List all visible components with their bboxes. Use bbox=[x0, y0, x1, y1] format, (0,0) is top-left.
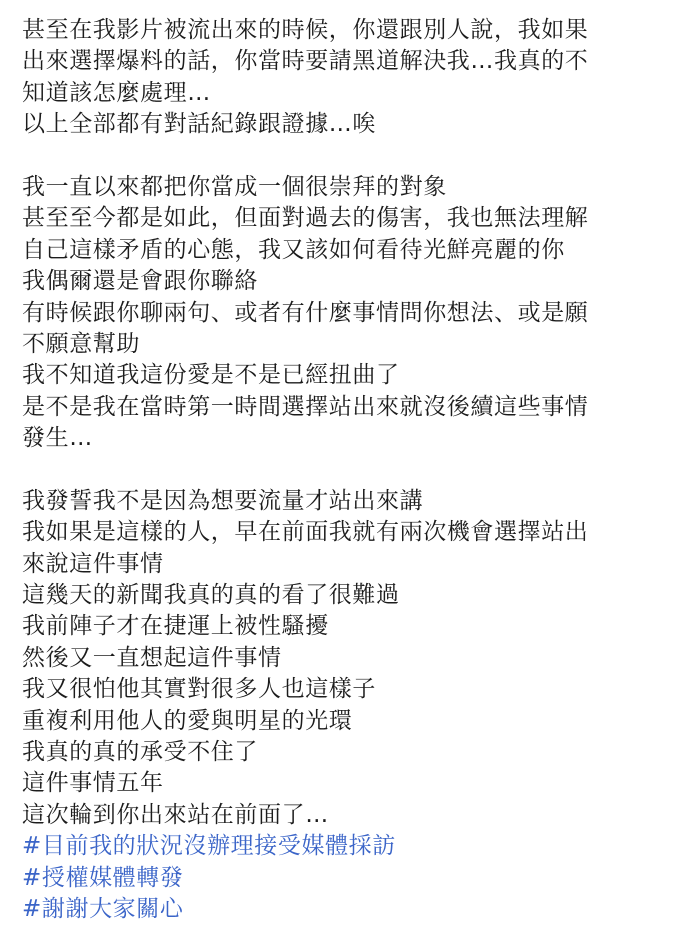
text-line: 自己這樣矛盾的心態，我又該如何看待光鮮亮麗的你 bbox=[22, 236, 565, 263]
text-line: 我如果是這樣的人，早在前面我就有兩次機會選擇站出 bbox=[22, 519, 589, 546]
hashtag-list bbox=[22, 831, 668, 925]
text-line: 知道該怎麼處理… bbox=[22, 79, 211, 106]
paragraph-gap bbox=[22, 454, 668, 485]
paragraph-gap bbox=[22, 141, 668, 172]
paragraph-1 bbox=[22, 15, 668, 141]
text-line: 發生… bbox=[22, 425, 93, 452]
text-line: 我偶爾還是會跟你聯絡 bbox=[22, 268, 258, 295]
text-line: 是不是我在當時第一時間選擇站出來就沒後續這些事情 bbox=[22, 393, 589, 420]
text-line: 這件事情五年 bbox=[22, 770, 164, 797]
text-line: 來說這件事情 bbox=[22, 550, 164, 577]
text-line: 有時候跟你聊兩句、或者有什麼事情問你想法、或是願 bbox=[22, 299, 589, 326]
text-line: 甚至至今都是如此，但面對過去的傷害，我也無法理解 bbox=[22, 205, 589, 232]
text-line: 然後又一直想起這件事情 bbox=[22, 644, 282, 671]
text-line: 這次輪到你出來站在前面了… bbox=[22, 801, 329, 828]
text-line: 重複利用他人的愛與明星的光環 bbox=[22, 707, 353, 734]
text-line: 我發誓我不是因為想要流量才站出來講 bbox=[22, 487, 424, 514]
hashtag-link-interview[interactable]: #目前我的狀況沒辦理接受媒體採訪 bbox=[22, 833, 396, 860]
text-line: 我前陣子才在捷運上被性騷擾 bbox=[22, 613, 329, 640]
text-line: 我真的真的承受不住了 bbox=[22, 738, 258, 765]
text-line: 我又很怕他其實對很多人也這樣子 bbox=[22, 676, 376, 703]
text-line: 出來選擇爆料的話，你當時要請黑道解決我…我真的不 bbox=[22, 48, 589, 75]
paragraph-2 bbox=[22, 172, 668, 455]
text-line: 這幾天的新聞我真的真的看了很難過 bbox=[22, 582, 400, 609]
hashtag-link-thanks[interactable]: #謝謝大家關心 bbox=[22, 895, 184, 922]
text-line: 甚至在我影片被流出來的時候，你還跟別人說，我如果 bbox=[22, 17, 589, 43]
paragraph-3 bbox=[22, 486, 668, 831]
text-line: 我不知道我這份愛是不是已經扭曲了 bbox=[22, 362, 400, 389]
text-line: 我一直以來都把你當成一個很崇拜的對象 bbox=[22, 173, 447, 200]
text-line: 以上全部都有對話紀錄跟證據…唉 bbox=[22, 111, 376, 138]
hashtag-link-authorize[interactable]: #授權媒體轉發 bbox=[22, 864, 184, 891]
text-line: 不願意幫助 bbox=[22, 330, 140, 357]
